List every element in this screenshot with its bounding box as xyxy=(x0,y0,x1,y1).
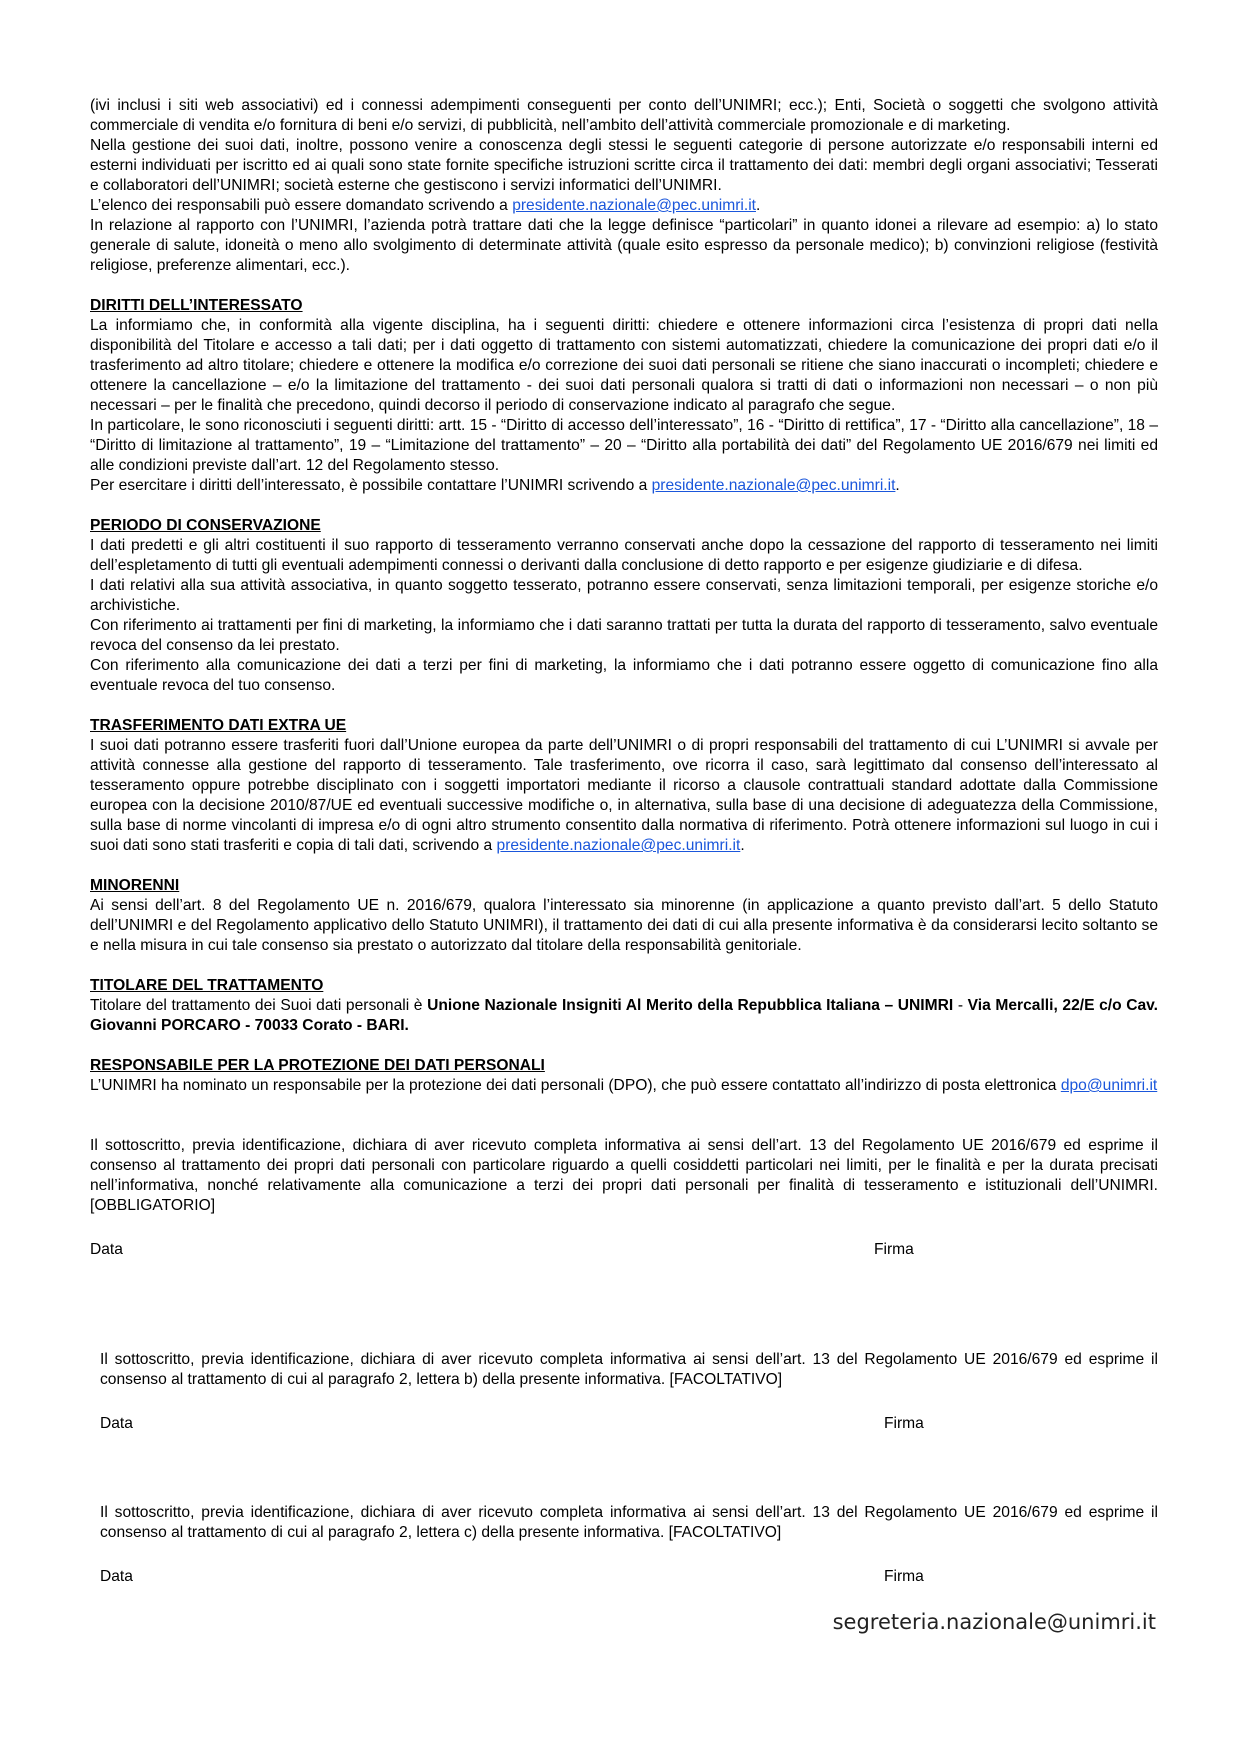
section-heading-periodo: PERIODO DI CONSERVAZIONE xyxy=(90,517,321,534)
document-body xyxy=(90,96,1158,1260)
footer-email: segreteria.nazionale@unimri.it xyxy=(832,1610,1156,1634)
email-link-presidente[interactable]: presidente.nazionale@pec.unimri.it xyxy=(496,837,741,854)
intro-paragraph-1: (ivi inclusi i siti web associativi) ed i connessi adempimenti conseguenti per conto dell’UNIMRI; ecc.); Enti, Società o soggetti che svolgono attività commerciale di vendita e/o fornitura di beni e/o servizi, di pubblicità, nell’ambito dell’attività commerciale promozionale e di marketing. xyxy=(90,97,1158,134)
signature-row-2 xyxy=(100,1414,1158,1434)
signature-row-1 xyxy=(90,1240,1158,1260)
dpo-text: L’UNIMRI ha nominato un responsabile per la protezione dei dati personali (DPO), che può essere contattato all’indirizzo di posta elettronica xyxy=(90,1077,1061,1094)
signature-row-3 xyxy=(100,1567,1158,1587)
intro-paragraph-3-end: . xyxy=(756,197,761,214)
dpo-paragraph-1 xyxy=(90,1076,1158,1096)
section-heading-trasferimento: TRASFERIMENTO DATI EXTRA UE xyxy=(90,717,347,734)
diritti-paragraph-3 xyxy=(90,476,1158,496)
section-heading-dpo: RESPONSABILE PER LA PROTEZIONE DEI DATI PERSONALI xyxy=(90,1057,545,1074)
diritti-paragraph-1: La informiamo che, in conformità alla vigente disciplina, ha i seguenti diritti: chiedere e ottenere informazioni circa l’esistenza di propri dati nella disponibilità del Titolare e accesso a tali dati; per i dati oggetto di trattamento con sistemi automatizzati, chiedere la comunicazione dei propri dati e/o il trasferimento ad altro titolare; chiedere e ottenere la modifica e/o correzione dei suoi dati personali se ritiene che siano inaccurati o incompleti; chiedere e ottenere la cancellazione – e/o la limitazione del trattamento - dei suoi dati personali qualora si tratti di dati o informazioni non necessari – o non più necessari – per le finalità che precedono, quindi decorso il periodo di conservazione indicato al paragrafo che segue. xyxy=(90,317,1158,414)
titolare-name: Unione Nazionale Insigniti Al Merito della Repubblica Italiana – UNIMRI xyxy=(427,997,954,1014)
trasferimento-paragraph-end: . xyxy=(740,837,745,854)
consent-block-2 xyxy=(100,1350,1158,1434)
intro-paragraph-2: Nella gestione dei suoi dati, inoltre, possono venire a conoscenza degli stessi le seguenti categorie di persone autorizzate e/o responsabili interni ed esterni individuati per iscritto ed ai quali sono state fornite specifiche istruzioni scritte circa il trattamento dei dati: membri degli organi associativi; Tesserati e collaboratori dell’UNIMRI; società esterne che gestiscono i servizi informatici dell’UNIMRI. xyxy=(90,137,1158,194)
consent-obbligatorio-text: Il sottoscritto, previa identificazione, dichiara di aver ricevuto completa informativa ai sensi dell’art. 13 del Regolamento UE 2016/679 ed esprime il consenso al trattamento dei propri dati personali con particolare riguardo a quelli cosiddetti particolari nei limiti, per le finalità e per la durata precisati nell’informativa, nonché relativamente alla comunicazione a terzi dei propri dati personali per finalità di tesseramento e istituzionali dell’UNIMRI. [OBBLIGATORIO] xyxy=(90,1137,1158,1214)
signature-label: Firma xyxy=(884,1568,924,1585)
date-label: Data xyxy=(100,1415,133,1432)
email-link-presidente[interactable]: presidente.nazionale@pec.unimri.it xyxy=(651,477,896,494)
periodo-paragraph-1: I dati predetti e gli altri costituenti il suo rapporto di tesseramento verranno conservati anche dopo la cessazione del rapporto di tesseramento nei limiti dell’espletamento di tutti gli eventuali adempimenti connessi o derivanti dalla conclusione di detto rapporto e per esigenze giudiziarie e di difesa. xyxy=(90,537,1158,574)
section-heading-minorenni: MINORENNI xyxy=(90,877,180,894)
email-link-presidente[interactable]: presidente.nazionale@pec.unimri.it xyxy=(512,197,756,214)
signature-label: Firma xyxy=(874,1241,914,1258)
section-heading-diritti: DIRITTI DELL’INTERESSATO xyxy=(90,297,303,314)
diritti-paragraph-3-end: . xyxy=(895,477,900,494)
diritti-paragraph-2: In particolare, le sono riconosciuti i seguenti diritti: artt. 15 - “Diritto di accesso dell’interessato”, 16 - “Diritto di rettifica”, 17 - “Diritto alla cancellazione”, 18 – “Diritto di limitazione al trattamento”, 19 – “Limitazione del trattamento” – 20 – “Diritto alla portabilità dei dati” del Regolamento UE 2016/679 nei limiti ed alle condizioni previste dall’art. 12 del Regolamento stesso. xyxy=(90,417,1158,474)
periodo-paragraph-3: Con riferimento ai trattamenti per fini di marketing, la informiamo che i dati saranno trattati per tutta la durata del rapporto di tesseramento, salvo eventuale revoca del consenso da lei prestato. xyxy=(90,617,1158,654)
signature-label: Firma xyxy=(884,1415,924,1432)
email-link-dpo[interactable]: dpo@unimri.it xyxy=(1060,1077,1158,1094)
periodo-paragraph-4: Con riferimento alla comunicazione dei dati a terzi per fini di marketing, la informiamo che i dati potranno essere oggetto di comunicazione fino alla eventuale revoca del tuo consenso. xyxy=(90,657,1158,694)
trasferimento-paragraph-1 xyxy=(90,736,1158,856)
trasferimento-paragraph-text: I suoi dati potranno essere trasferiti fuori dall’Unione europea da parte dell’UNIMRI o di propri responsabili del trattamento di cui L’UNIMRI si avvale per attività connesse alla gestione del rapporto di tesseramento. Tale trasferimento, ove ricorra il caso, sarà legittimato dal consenso dell’interessato al tesseramento oppure potrebbe disciplinato con i soggetti importatori mediante il ricorso a clausole contrattuali standard adottate dalla Commissione europea con la decisione 2010/87/UE ed eventuali successive modifiche o, in alternativa, sulla base di una decisione di adeguatezza della Commissione, sulla base di norme vincolanti di impresa e/o di ogni altro strumento consentito dalla normativa di riferimento. Potrà ottenere informazioni sul luogo in cui i suoi dati sono stati trasferiti e copia di tali dati, scrivendo a xyxy=(90,737,1158,854)
intro-paragraph-4: In relazione al rapporto con l’UNIMRI, l’azienda potrà trattare dati che la legge definisce “particolari” in quanto idonei a rilevare ad esempio: a) lo stato generale di salute, idoneità o meno allo svolgimento di determinate attività (quale esito espresso da personale medico); b) convinzioni religiose (festività religiose, preferenze alimentari, ecc.). xyxy=(90,217,1158,274)
titolare-paragraph-1 xyxy=(90,996,1158,1036)
consent-facoltativo-c-text: Il sottoscritto, previa identificazione, dichiara di aver ricevuto completa informativa ai sensi dell’art. 13 del Regolamento UE 2016/679 ed esprime il consenso al trattamento di cui al paragrafo 2, lettera c) della presente informativa. [FACOLTATIVO] xyxy=(100,1504,1158,1541)
diritti-paragraph-3-text: Per esercitare i diritti dell’interessato, è possibile contattare l’UNIMRI scrivendo a xyxy=(90,477,652,494)
titolare-separator: - xyxy=(953,997,968,1014)
minorenni-paragraph-1: Ai sensi dell’art. 8 del Regolamento UE n. 2016/679, qualora l’interessato sia minorenne (in applicazione a quanto previsto dall’art. 5 dello Statuto dell’UNIMRI e del Regolamento applicativo dello Statuto UNIMRI), il trattamento dei dati di cui alla presente informativa è da considerarsi lecito soltanto se e nella misura in cui tale consenso sia prestato o autorizzato dal titolare della responsabilità genitoriale. xyxy=(90,897,1158,954)
intro-paragraph-3 xyxy=(90,196,1158,216)
date-label: Data xyxy=(100,1568,133,1585)
periodo-paragraph-2: I dati relativi alla sua attività associativa, in quanto soggetto tesserato, potranno essere conservati, senza limitazioni temporali, per esigenze storiche e/o archivistiche. xyxy=(90,577,1158,614)
intro-paragraph-3-text: L’elenco dei responsabili può essere domandato scrivendo a xyxy=(90,197,513,214)
consent-facoltativo-b-text: Il sottoscritto, previa identificazione, dichiara di aver ricevuto completa informativa ai sensi dell’art. 13 del Regolamento UE 2016/679 ed esprime il consenso al trattamento di cui al paragrafo 2, lettera b) della presente informativa. [FACOLTATIVO] xyxy=(100,1351,1158,1388)
titolare-text: Titolare del trattamento dei Suoi dati personali è xyxy=(90,997,428,1014)
date-label: Data xyxy=(90,1241,123,1258)
consent-block-3 xyxy=(100,1503,1158,1587)
section-heading-titolare: TITOLARE DEL TRATTAMENTO xyxy=(90,977,324,994)
titolare-address: Via Mercalli, 22/E c/o Cav. Giovanni PORCARO - 70033 Corato - BARI. xyxy=(90,997,1159,1034)
